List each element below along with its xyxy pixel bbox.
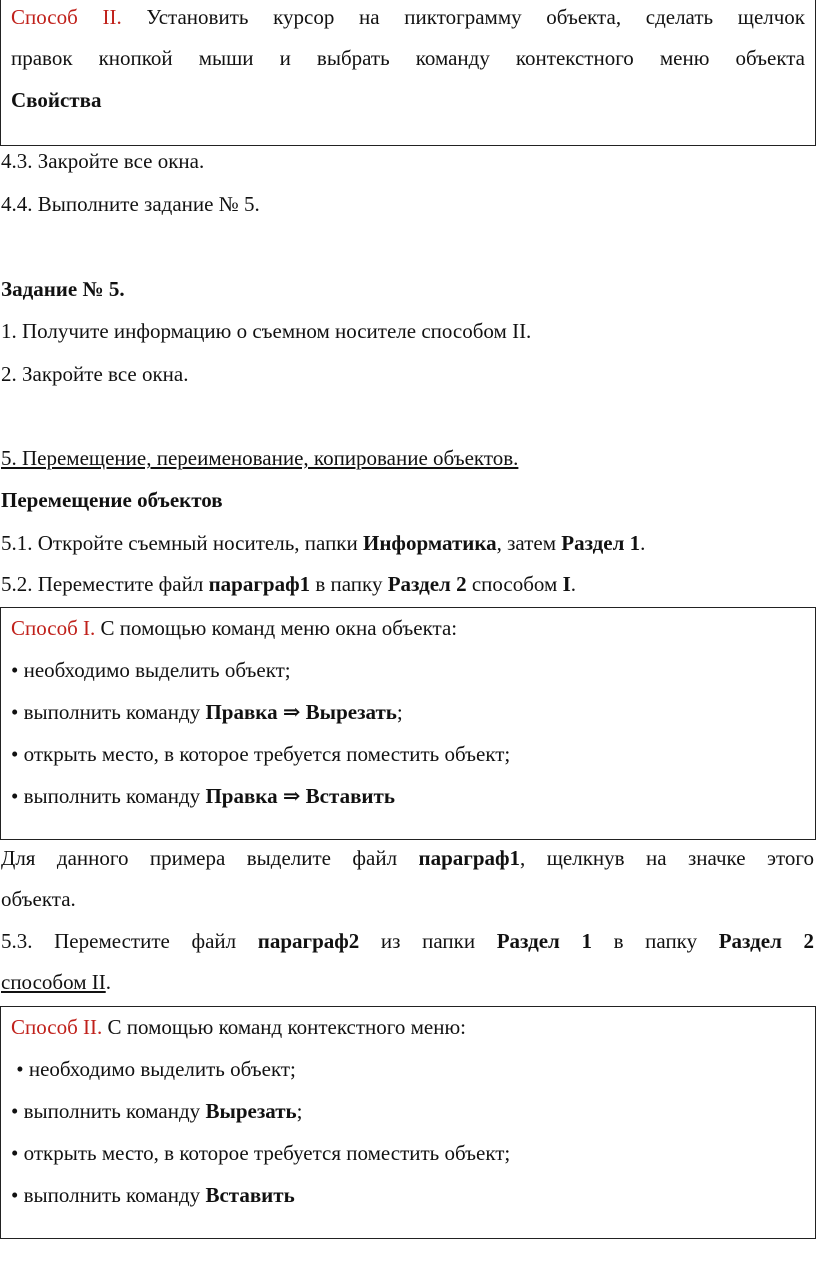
box2-bullet-3: • открыть место, в которое требуется поместить объект; — [11, 742, 511, 766]
method-2-context-menu-box — [0, 1006, 816, 1239]
box3-title-text: С помощью команд контекстного меню: — [102, 1015, 466, 1039]
folder-section-2: Раздел 2 — [387, 572, 467, 596]
task-5-item-1: 1. Получите информацию о съемном носителе способом II. — [1, 319, 532, 343]
box3-bullet-4 — [11, 1182, 805, 1208]
box3-bullet-4-text: • выполнить команду — [11, 1183, 206, 1207]
box3-bullet-3: • открыть место, в которое требуется поместить объект; — [11, 1141, 511, 1165]
method-2-label: Способ II. — [11, 1015, 103, 1039]
folder-section-1-ref: Раздел 1 — [496, 929, 592, 953]
cut-context-command: Вырезать — [205, 1099, 297, 1123]
step-5-2 — [1, 571, 814, 597]
folder-section-2-ref: Раздел 2 — [718, 929, 814, 953]
step-5-2-text-3: способом — [466, 572, 563, 596]
step-5-3-text: 5.3. Переместите файл — [1, 929, 258, 953]
box1-line-3 — [11, 87, 805, 113]
step-5-3-text-2: из папки — [359, 929, 497, 953]
box3-bullet-2-text: • выполнить команду — [11, 1099, 206, 1123]
box3-bullet-1: • необходимо выделить объект; — [11, 1057, 296, 1081]
box1-line1-text: Установить курсор на пиктограмму объекта, сделать щелчок — [146, 5, 806, 29]
step-5-2-text-2: в папку — [310, 572, 388, 596]
method-1-menu-box — [0, 607, 816, 840]
box2-bullet-4 — [11, 783, 805, 809]
properties-command: Свойства — [11, 88, 102, 112]
method-1-label: Способ I. — [11, 616, 96, 640]
box3-bullet-2 — [11, 1098, 805, 1124]
box2-bullet-2-tail: ; — [396, 700, 403, 724]
folder-section-1: Раздел 1 — [561, 531, 641, 555]
step-5-1-text-3: . — [640, 531, 646, 555]
box2-bullet-2-text: • выполнить команду — [11, 700, 206, 724]
step-5-1-text: 5.1. Откройте съемный носитель, папки — [1, 531, 363, 555]
box2-bullet-4-text: • выполнить команду — [11, 784, 206, 808]
task-5-heading — [1, 276, 814, 302]
moving-objects-subtitle-text: Перемещение объектов — [1, 488, 223, 512]
step-4-4: 4.4. Выполните задание № 5. — [1, 192, 260, 216]
step-5-1 — [1, 530, 814, 556]
example-text-2: , щелкнув на значке этого — [520, 846, 814, 870]
section-5-title-text: 5. Перемещение, переименование, копирование объектов. — [1, 446, 519, 470]
step-5-3-line-2 — [1, 969, 814, 995]
file-paragraph-2: параграф2 — [257, 929, 360, 953]
box2-bullet-2 — [11, 699, 805, 725]
box2-bullet-1: • необходимо выделить объект; — [11, 658, 291, 682]
paste-command: Правка ⇒ Вставить — [205, 784, 395, 808]
file-paragraph-1: параграф1 — [208, 572, 311, 596]
step-4-3: 4.3. Закройте все окна. — [1, 149, 205, 173]
file-paragraph-1-ref: параграф1 — [418, 846, 521, 870]
folder-informatics: Информатика — [363, 531, 497, 555]
box3-bullet-2-tail: ; — [296, 1099, 303, 1123]
box2-title-text: С помощью команд меню окна объекта: — [95, 616, 458, 640]
step-5-3-tail: . — [105, 970, 111, 994]
method-label: Способ II. — [11, 5, 122, 29]
step-5-3 — [1, 928, 814, 954]
box1-line2-text: правок кнопкой мыши и выбрать команду контекстного меню объекта — [11, 46, 805, 70]
task-5-item-2: 2. Закройте все окна. — [1, 362, 189, 386]
section-5-title — [1, 445, 814, 471]
step-5-2-text-4: . — [570, 572, 576, 596]
task-5-heading-text: Задание № 5. — [1, 277, 125, 301]
paste-context-command: Вставить — [205, 1183, 295, 1207]
step-5-2-text: 5.2. Переместите файл — [1, 572, 209, 596]
box2-title — [11, 615, 805, 641]
box3-title — [11, 1014, 805, 1040]
example-line-2: объекта. — [1, 887, 76, 911]
method-2-properties-box — [0, 0, 816, 146]
moving-objects-subtitle — [1, 487, 814, 513]
step-5-1-text-2: , затем — [496, 531, 562, 555]
method-1-ref: I — [562, 572, 571, 596]
step-5-3-text-3: в папку — [591, 929, 719, 953]
box1-line-1 — [11, 4, 805, 30]
example-text-1: Для данного примера выделите файл — [1, 846, 419, 870]
cut-command: Правка ⇒ Вырезать — [205, 700, 397, 724]
example-line-1 — [1, 845, 814, 871]
method-2-ref: способом II — [1, 970, 106, 994]
box1-line-2 — [11, 45, 805, 71]
